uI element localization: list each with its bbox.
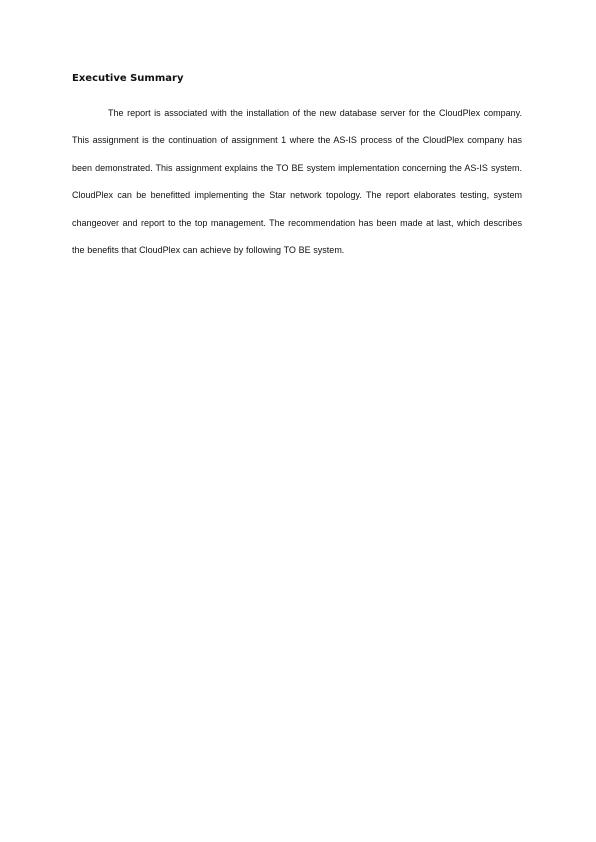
summary-paragraph: The report is associated with the installation of the new database server for the CloudPlex company. This assignment is the continuation of assignment 1 where the AS-IS process of the CloudPlex company has been demonstrated. This assignment explains the TO BE system implementation concerning the AS-IS system. CloudPlex can be benefitted implementing the Star network topology. The report elaborates testing, system changeover and report to the top management. The recommendation has been made at last, which describes the benefits that CloudPlex can achieve by following TO BE system.	[72, 108, 522, 256]
section-heading: Executive Summary	[72, 73, 184, 84]
document-content	[72, 71, 522, 264]
